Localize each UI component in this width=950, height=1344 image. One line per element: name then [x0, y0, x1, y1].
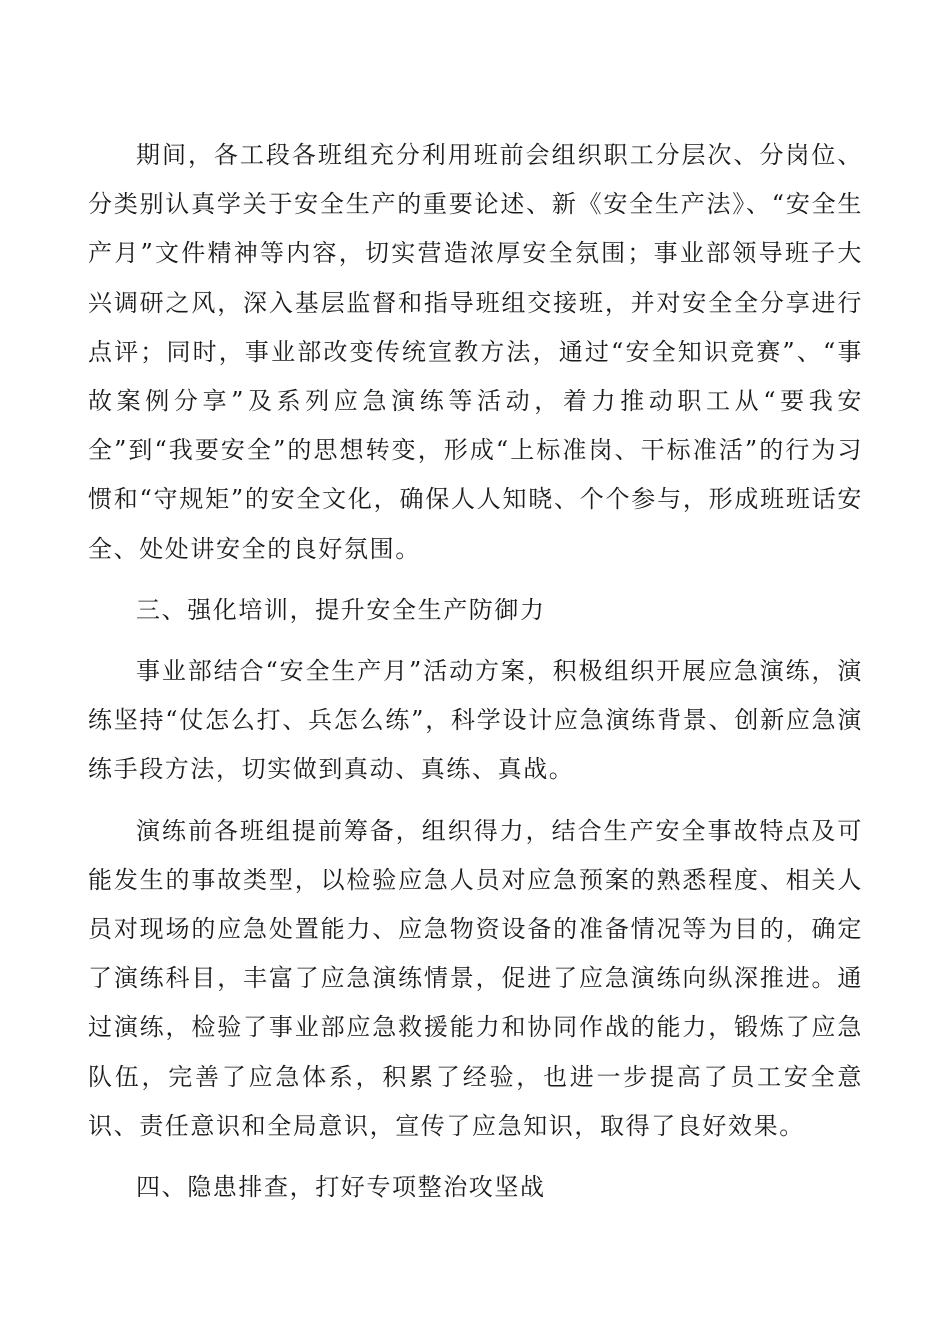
section-heading-training: 三、强化培训，提升安全生产防御力: [136, 595, 546, 624]
section-heading-hazard-inspection: 四、隐患排查，打好专项整治攻坚战: [136, 1173, 546, 1202]
paragraph-safety-atmosphere: 期间，各工段各班组充分利用班前会组织职工分层次、分岗位、分类别认真学关于安全生产的重要论述、新《安全生产法》、“安全生产月”文件精神等内容，切实营造浓厚安全氛围；事业部领导班子大兴调研之风，深入基层监督和指导班组交接班，并对安全全分享进行点评；同时，事业部改变传统宣教方法，通过“安全知识竞赛”、“事故案例分享”及系列应急演练等活动，着力推动职工从“要我安全”到“我要安全”的思想转变，形成“上标准岗、干标准活”的行为习惯和“守规矩”的安全文化，确保人人知晓、个个参与，形成班班话安全、处处讲安全的良好氛围。: [88, 141, 863, 563]
document-body: [88, 131, 863, 1224]
paragraph-drill-plan: 事业部结合“安全生产月”活动方案，积极组织开展应急演练，演练坚持“仗怎么打、兵怎么练”，科学设计应急演练背景、创新应急演练手段方法，切实做到真动、真练、真战。: [88, 657, 863, 784]
paragraph-drill-results: 演练前各班组提前筹备，组织得力，结合生产安全事故特点及可能发生的事故类型，以检验应急人员对应急预案的熟悉程度、相关人员对现场的应急处置能力、应急物资设备的准备情况等为目的，确定了演练科目，丰富了应急演练情景，促进了应急演练向纵深推进。通过演练，检验了事业部应急救援能力和协同作战的能力，锻炼了应急队伍，完善了应急体系，积累了经验，也进一步提高了员工安全意识、责任意识和全局意识，宣传了应急知识，取得了良好效果。: [88, 816, 863, 1140]
